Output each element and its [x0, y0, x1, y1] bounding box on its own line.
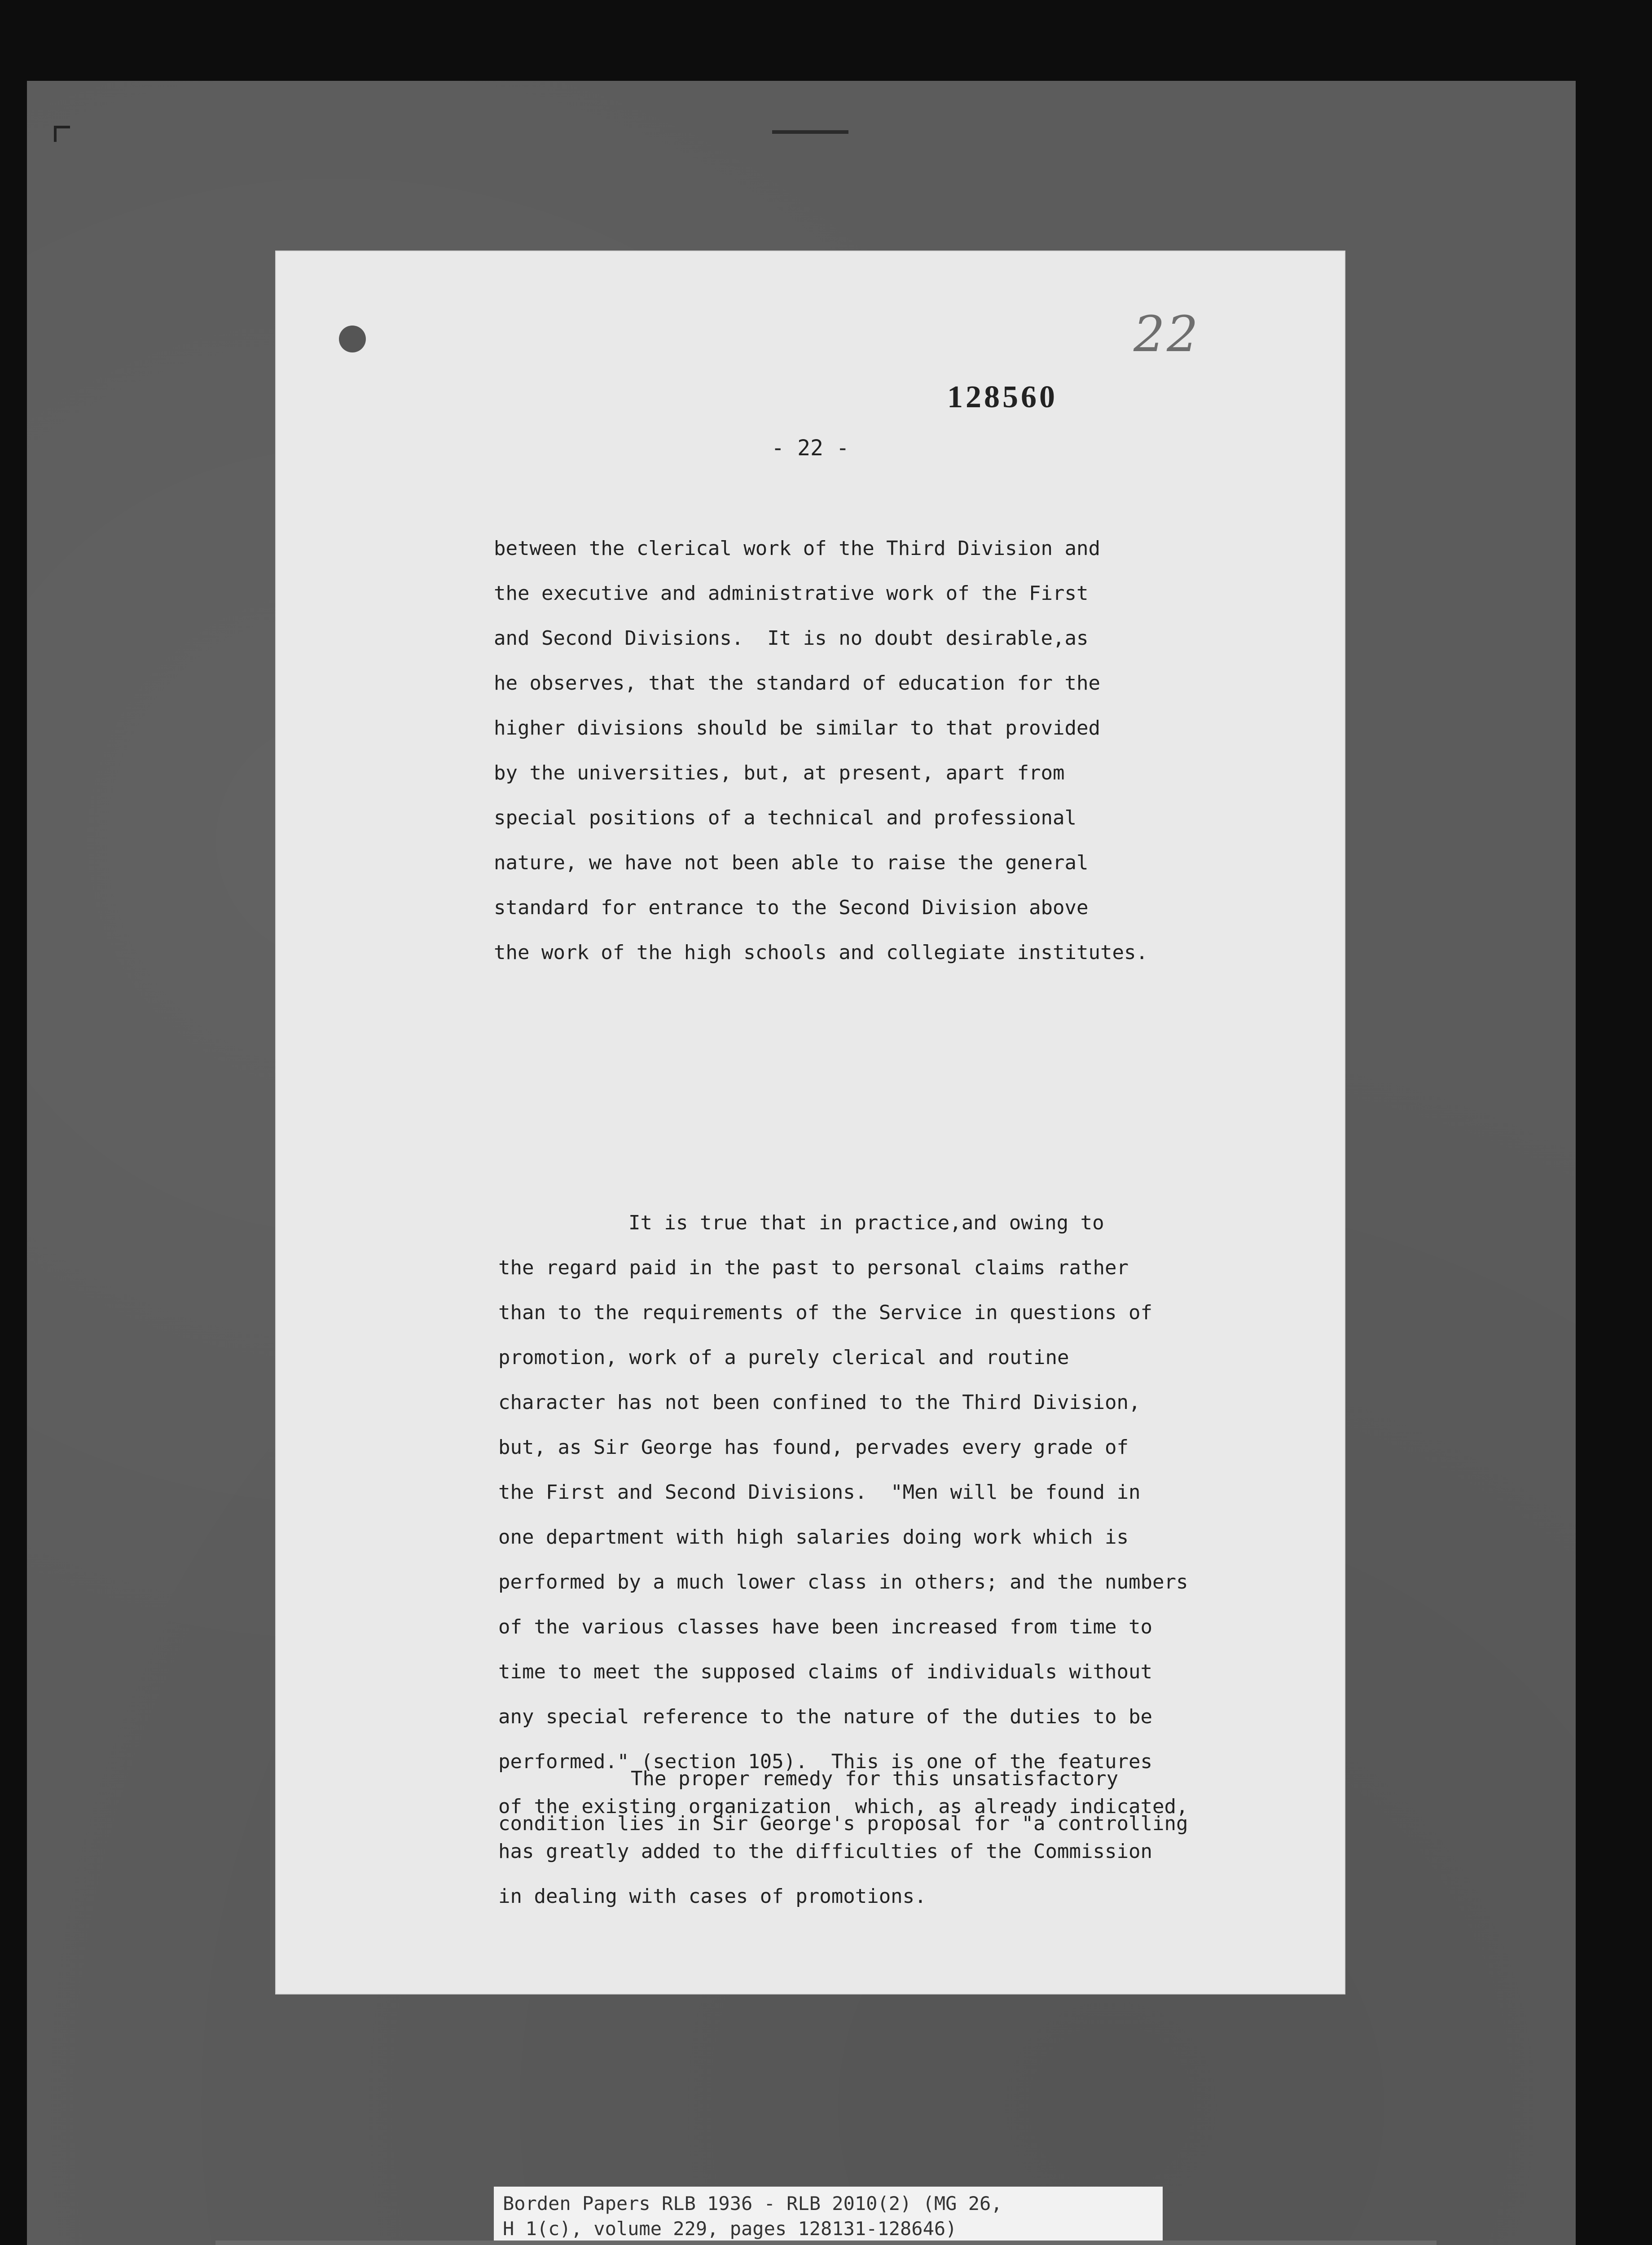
text-line: the First and Second Divisions. "Men will be found in — [498, 1481, 1141, 1504]
text-line: performed by a much lower class in others; and the numbers — [498, 1571, 1188, 1594]
text-line: condition lies in Sir George's proposal for "a controlling — [498, 1812, 1188, 1835]
top-rule-mark — [772, 130, 848, 134]
text-line: special positions of a technical and professional — [494, 806, 1077, 829]
text-line: by the universities, but, at present, apart from — [494, 762, 1065, 784]
text-line: and Second Divisions. It is no doubt desirable,as — [494, 627, 1089, 650]
paragraph-1 — [276, 526, 1344, 975]
text-line: of the existing organization which, as already indicated, — [498, 1795, 1188, 1818]
text-line: promotion, work of a purely clerical and routine — [498, 1346, 1069, 1369]
text-line: nature, we have not been able to raise the general — [494, 851, 1089, 874]
reference-label — [494, 2187, 1163, 2241]
text-line: time to meet the supposed claims of individuals without — [498, 1660, 1152, 1683]
text-line: of the various classes have been increased from time to — [498, 1616, 1152, 1638]
text-line: he observes, that the standard of education for the — [494, 672, 1101, 695]
text-line: performed." (section 105). This is one of the features — [498, 1750, 1152, 1773]
text-line: the work of the high schools and collegiate institutes. — [494, 941, 1148, 964]
text-line: It is true that in practice,and owing to — [628, 1211, 1104, 1234]
text-line: in dealing with cases of promotions. — [498, 1885, 927, 1908]
text-line: The proper remedy for this unsatisfactory — [631, 1767, 1119, 1790]
text-line: than to the requirements of the Service in questions of — [498, 1301, 1152, 1324]
handwritten-folio: 22 — [1134, 305, 1200, 363]
text-line: but, as Sir George has found, pervades every grade of — [498, 1436, 1129, 1459]
text-line: between the clerical work of the Third Division and — [494, 537, 1101, 560]
text-line: one department with high salaries doing work which is — [498, 1526, 1129, 1549]
page-number: - 22 - — [771, 436, 849, 461]
text-line: higher divisions should be similar to that provided — [494, 717, 1101, 740]
text-line: the regard paid in the past to personal claims rather — [498, 1256, 1129, 1279]
text-line: the executive and administrative work of the First — [494, 582, 1089, 605]
paragraph-3 — [276, 1756, 1344, 1846]
stamped-number: 128560 — [947, 380, 1058, 414]
corner-crop-mark — [54, 126, 70, 142]
document-page — [276, 251, 1344, 1994]
label-line: Borden Papers RLB 1936 - RLB 2010(2) (MG 26, — [503, 2192, 1002, 2214]
text-line: has greatly added to the difficulties of the Commission — [498, 1840, 1152, 1863]
text-line: standard for entrance to the Second Division above — [494, 896, 1089, 919]
punch-hole — [339, 326, 366, 352]
text-line: any special reference to the nature of the duties to be — [498, 1705, 1152, 1728]
label-line: H 1(c), volume 229, pages 128131-128646) — [503, 2218, 957, 2240]
text-line: character has not been confined to the Third Division, — [498, 1391, 1141, 1414]
